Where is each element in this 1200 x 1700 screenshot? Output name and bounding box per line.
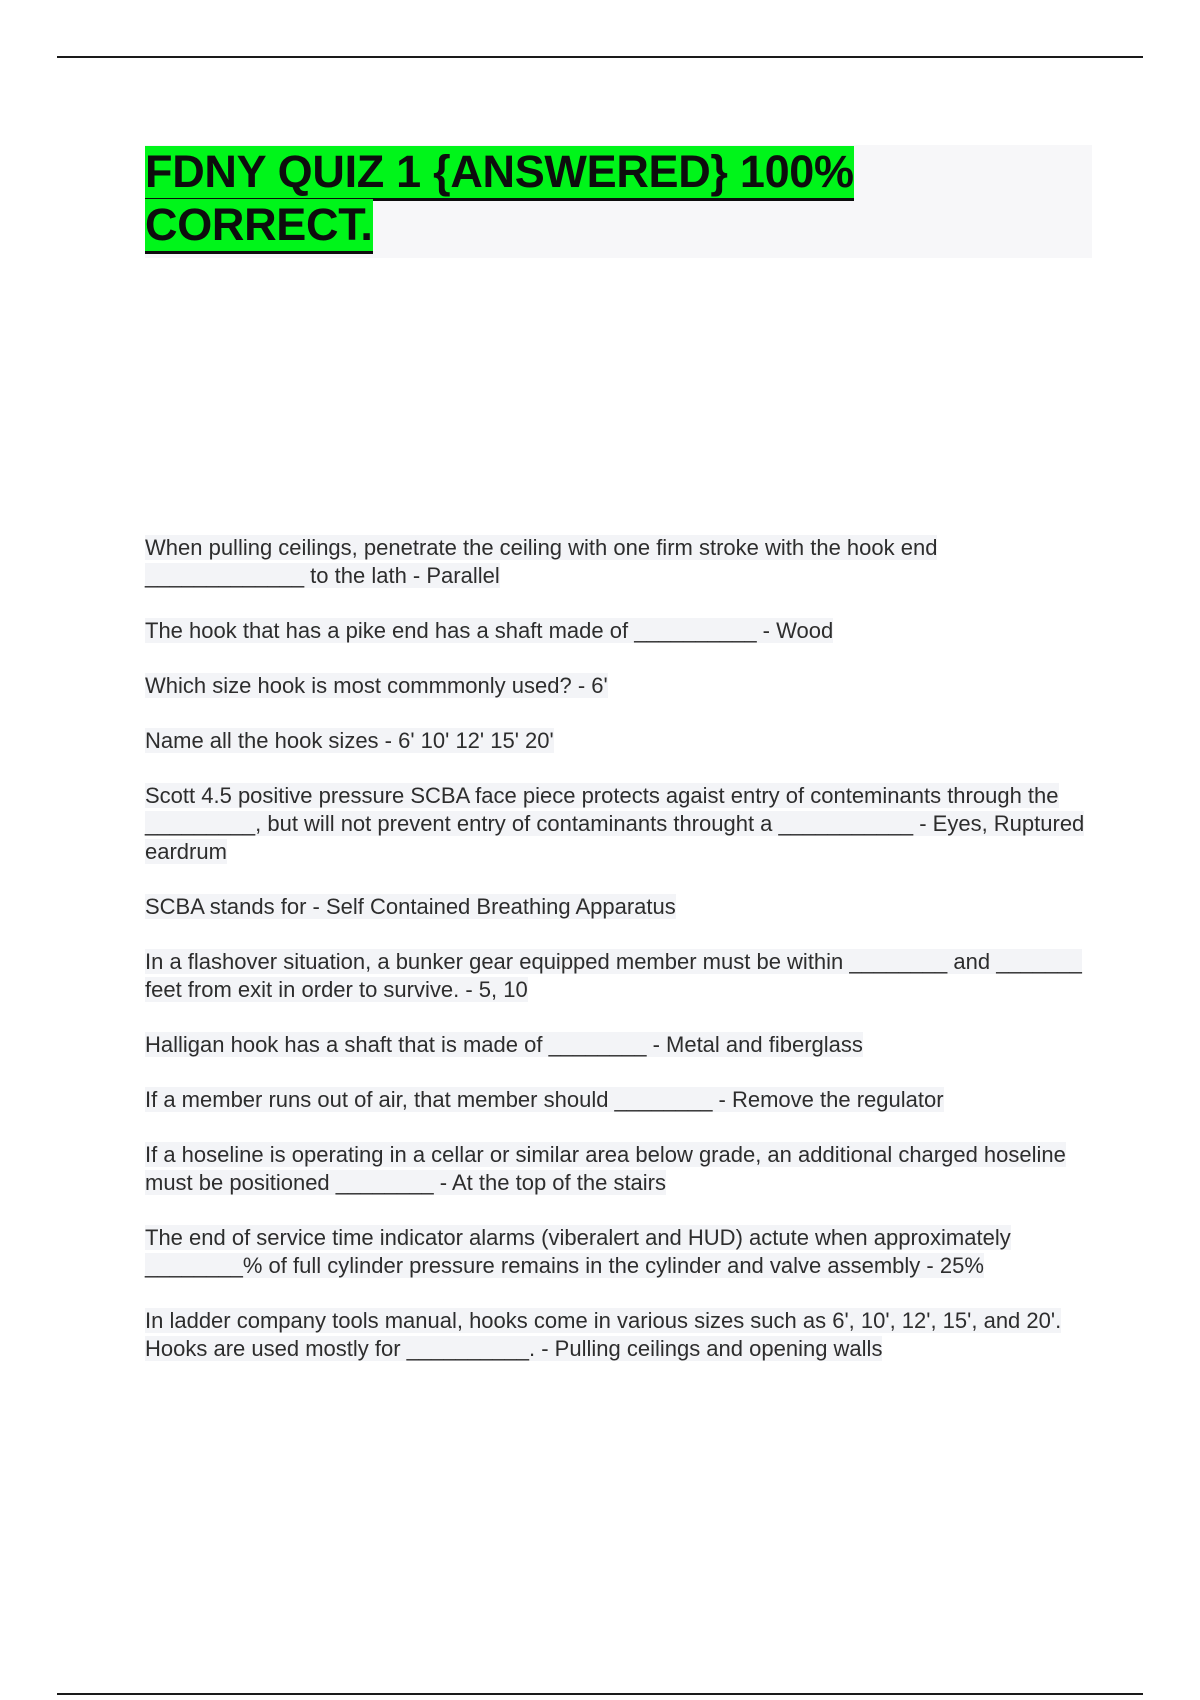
footer-rule	[57, 1693, 1143, 1695]
question-text: Scott 4.5 positive pressure SCBA face piece protects agaist entry of conteminants through the _________, but will not prevent entry of contaminants throught a ___________ - Eyes, Ruptured eardrum	[145, 783, 1085, 864]
question-item	[145, 1141, 1092, 1197]
question-text: The end of service time indicator alarms (viberalert and HUD) actute when approximately ________% of full cylinder pressure remains in the cylinder and valve assembly - 25%	[145, 1225, 1011, 1278]
question-item	[145, 948, 1092, 1004]
question-item	[145, 1307, 1092, 1363]
header-rule	[57, 56, 1143, 58]
question-text: If a hoseline is operating in a cellar or similar area below grade, an additional charged hoseline must be positioned ________ - At the top of the stairs	[145, 1142, 1066, 1195]
question-item	[145, 1086, 1092, 1114]
question-list	[145, 534, 1092, 1390]
question-item	[145, 1031, 1092, 1059]
document-title	[145, 145, 1092, 251]
question-item	[145, 1224, 1092, 1280]
document-title-text: FDNY QUIZ 1 {ANSWERED} 100% CORRECT.	[145, 146, 854, 250]
question-item	[145, 893, 1092, 921]
question-text: Which size hook is most commmonly used? - 6'	[145, 673, 608, 698]
question-text: If a member runs out of air, that member should ________ - Remove the regulator	[145, 1087, 944, 1112]
question-text: Name all the hook sizes - 6' 10' 12' 15' 20'	[145, 728, 554, 753]
question-item	[145, 534, 1092, 590]
question-text: When pulling ceilings, penetrate the ceiling with one firm stroke with the hook end _____________ to the lath - Parallel	[145, 535, 938, 588]
question-item	[145, 782, 1092, 866]
question-item	[145, 617, 1092, 645]
question-text: SCBA stands for - Self Contained Breathing Apparatus	[145, 894, 676, 919]
question-text: In ladder company tools manual, hooks come in various sizes such as 6', 10', 12', 15', and 20'. Hooks are used mostly for __________. - Pulling ceilings and opening walls	[145, 1308, 1062, 1361]
question-item	[145, 672, 1092, 700]
title-block	[145, 145, 1092, 258]
question-item	[145, 727, 1092, 755]
question-text: The hook that has a pike end has a shaft made of __________ - Wood	[145, 618, 834, 643]
question-text: Halligan hook has a shaft that is made of ________ - Metal and fiberglass	[145, 1032, 863, 1057]
question-text: In a flashover situation, a bunker gear equipped member must be within ________ and _______ feet from exit in order to survive. - 5, 10	[145, 949, 1082, 1002]
